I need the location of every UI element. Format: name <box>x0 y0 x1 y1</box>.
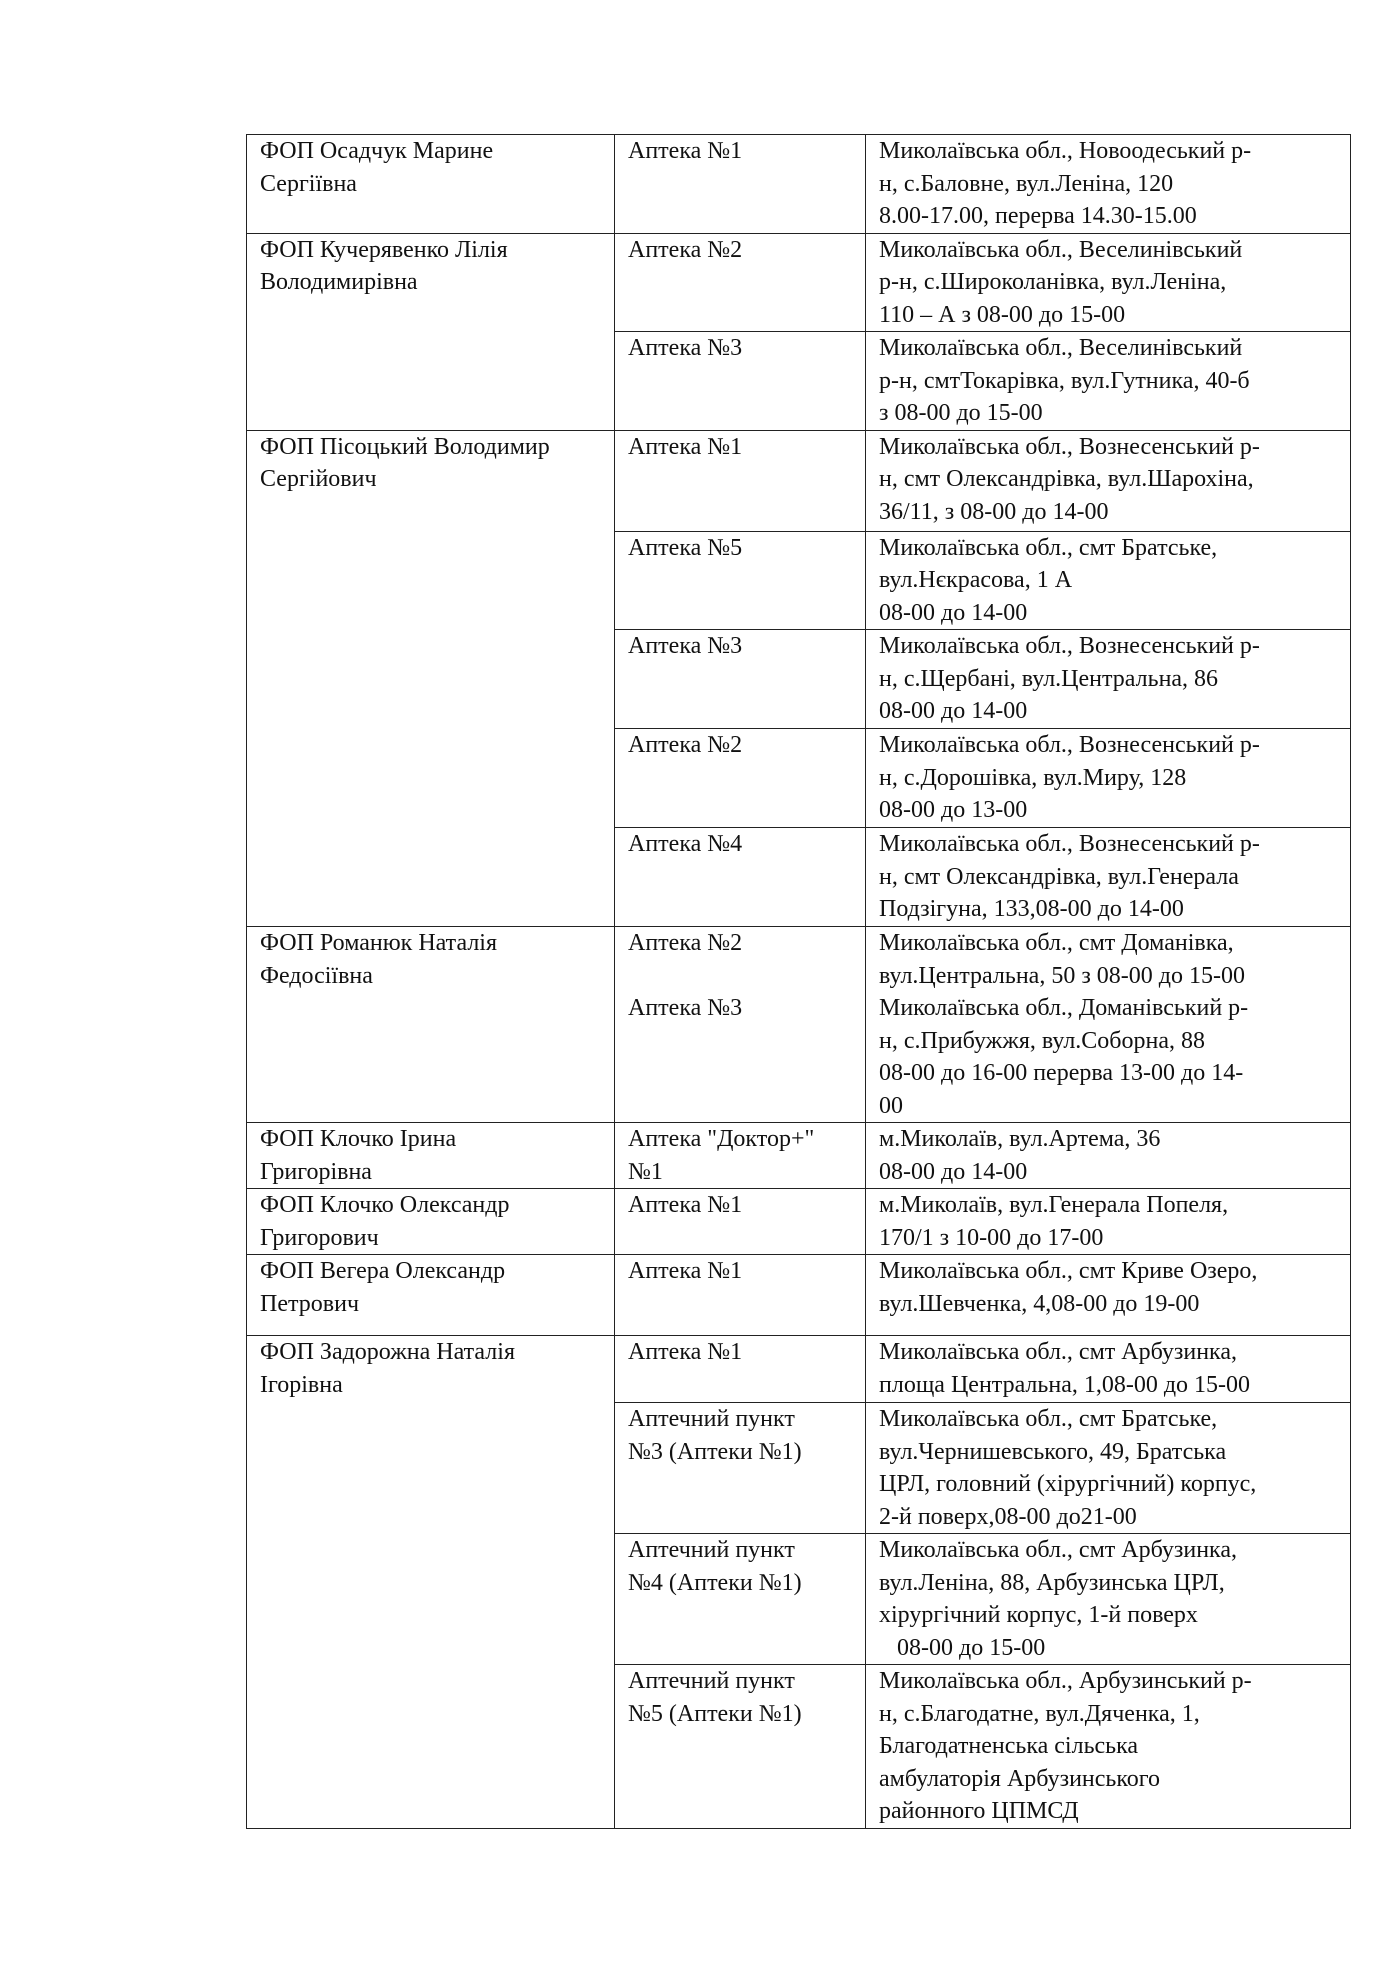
address-line: 08-00 до 13-00 <box>879 797 1028 823</box>
pharmacy-line: Аптека №1 <box>628 1258 743 1284</box>
address-line: 08-00 до 14-00 <box>879 599 1028 626</box>
address-line: Миколаївська обл., Новоодеський р- <box>879 138 1252 164</box>
address-line: Миколаївська обл., смт Братське, <box>879 1406 1218 1432</box>
address-cell <box>866 729 1351 828</box>
address-cell <box>866 828 1351 927</box>
table-row <box>247 430 1351 531</box>
address-line: вул.Нєкрасова, 1 А <box>879 567 1073 593</box>
address-cell <box>866 233 1351 332</box>
pharmacy-line: Аптека №2 <box>628 236 743 263</box>
pharmacy-cell <box>615 1189 866 1255</box>
pharmacy-cell <box>615 233 866 332</box>
address-line: Миколаївська обл., смт Криве Озеро, <box>879 1258 1258 1284</box>
owner-line: Петрович <box>260 1290 360 1317</box>
owner-line: Григорівна <box>260 1158 372 1185</box>
address-line: площа Центральна, 1,08-00 до 15-00 <box>879 1371 1251 1398</box>
pharmacy-cell <box>615 1534 866 1665</box>
address-line: вул.Чернишевського, 49, Братська <box>879 1438 1227 1465</box>
address-line: Благодатненська сільська <box>879 1733 1139 1759</box>
address-cell <box>866 1534 1351 1665</box>
owner-cell <box>247 927 615 1123</box>
pharmacy-line: Аптека "Доктор+" <box>628 1126 815 1152</box>
address-line: Миколаївська обл., смт Арбузинка, <box>879 1537 1238 1563</box>
pharmacy-line: Аптека №3 <box>628 335 743 361</box>
table-row <box>247 135 1351 234</box>
pharmacy-line: №5 (Аптеки №1) <box>628 1700 802 1727</box>
owner-cell <box>247 430 615 927</box>
owner-cell <box>247 233 615 430</box>
address-line: вул.Леніна, 88, Арбузинська ЦРЛ, <box>879 1569 1225 1596</box>
pharmacy-cell <box>615 729 866 828</box>
table-row <box>247 1255 1351 1336</box>
address-line: р-н, смтТокарівка, вул.Гутника, 40-б <box>879 367 1250 394</box>
pharmacy-cell <box>615 135 866 234</box>
address-cell <box>866 1123 1351 1189</box>
owner-line: ФОП Кучерявенко Лілія <box>260 236 508 263</box>
pharmacy-cell <box>615 332 866 431</box>
owner-line: Федосіївна <box>260 962 373 989</box>
address-line: н, с.Дорошівка, вул.Миру, 128 <box>879 764 1187 791</box>
address-cell <box>866 135 1351 234</box>
address-line: амбулаторія Арбузинського <box>879 1765 1161 1792</box>
address-line: н, с.Баловне, вул.Леніна, 120 <box>879 170 1174 197</box>
owner-line: ФОП Романюк Наталія <box>260 930 498 956</box>
address-cell <box>866 630 1351 729</box>
pharmacy-line: Аптека №5 <box>628 534 743 561</box>
owner-cell <box>247 1189 615 1255</box>
address-line: н, с.Щербані, вул.Центральна, 86 <box>879 665 1219 692</box>
address-line: районного ЦПМСД <box>879 1798 1079 1824</box>
pharmacy-line: Аптечний пункт <box>628 1406 795 1432</box>
address-cell <box>866 1255 1351 1336</box>
owner-cell <box>247 1336 615 1829</box>
address-line: 08-00 до 14-00 <box>879 1158 1028 1185</box>
address-line: з 08-00 до 15-00 <box>879 400 1043 426</box>
address-line: м.Миколаїв, вул.Генерала Попеля, <box>879 1192 1229 1218</box>
pharmacy-table <box>246 134 1351 1829</box>
address-line: хірургічний корпус, 1-й поверх <box>879 1602 1198 1628</box>
pharmacy-line: Аптека №1 <box>628 433 743 460</box>
pharmacy-cell <box>615 1123 866 1189</box>
address-line: 170/1 з 10-00 до 17-00 <box>879 1224 1104 1251</box>
pharmacy-cell <box>615 430 866 531</box>
owner-line: ФОП Осадчук Марине <box>260 138 494 164</box>
owner-line: Ігорівна <box>260 1371 343 1398</box>
address-line: н, с.Прибужжя, вул.Соборна, 88 <box>879 1027 1206 1054</box>
owner-line: ФОП Клочко Ірина <box>260 1126 457 1152</box>
address-line: Миколаївська обл., смт Братське, <box>879 534 1218 561</box>
address-cell <box>866 1336 1351 1403</box>
address-line: Миколаївська обл., Доманівський р- <box>879 995 1249 1021</box>
address-line: Миколаївська обл., Вознесенський р- <box>879 633 1260 659</box>
address-line: вул.Шевченка, 4,08-00 до 19-00 <box>879 1290 1200 1317</box>
address-line: Миколаївська обл., Арбузинський р- <box>879 1668 1252 1694</box>
table-row <box>247 1189 1351 1255</box>
table-row <box>247 927 1351 1123</box>
pharmacy-line: Аптека №1 <box>628 138 743 164</box>
pharmacy-line: №3 (Аптеки №1) <box>628 1438 802 1465</box>
owner-line: Сергіївна <box>260 170 357 197</box>
address-cell <box>866 430 1351 531</box>
owner-line: ФОП Задорожна Наталія <box>260 1339 515 1365</box>
address-cell <box>866 1189 1351 1255</box>
address-line: р-н, с.Широколанівка, вул.Леніна, <box>879 269 1227 295</box>
pharmacy-cell <box>615 630 866 729</box>
owner-cell <box>247 1255 615 1336</box>
table-row <box>247 1123 1351 1189</box>
pharmacy-line: Аптека №3 <box>628 633 743 659</box>
address-line: Миколаївська обл., смт Доманівка, <box>879 930 1234 956</box>
address-line: н, смт Олександрівка, вул.Шарохіна, <box>879 466 1254 492</box>
pharmacy-cell <box>615 531 866 630</box>
owner-cell <box>247 135 615 234</box>
address-line: ЦРЛ, головний (хірургічний) корпус, <box>879 1471 1257 1497</box>
address-cell <box>866 332 1351 431</box>
address-line: 08-00 до 15-00 <box>879 1634 1046 1661</box>
address-cell <box>866 531 1351 630</box>
pharmacy-cell <box>615 1403 866 1534</box>
address-line: 8.00-17.00, перерва 14.30-15.00 <box>879 203 1197 229</box>
table-row <box>247 233 1351 332</box>
pharmacy-cell <box>615 1665 866 1829</box>
address-line: Миколаївська обл., Веселинівський <box>879 335 1243 361</box>
address-line: Миколаївська обл., смт Арбузинка, <box>879 1339 1238 1365</box>
pharmacy-line: Аптека №2 <box>628 930 743 956</box>
pharmacy-line: Аптека №4 <box>628 831 743 857</box>
pharmacy-cell <box>615 927 866 1123</box>
pharmacy-line: Аптека №2 <box>628 732 743 758</box>
address-line: 110 – А з 08-00 до 15-00 <box>879 301 1126 328</box>
pharmacy-line: Аптека №3 <box>628 995 743 1021</box>
table-row <box>247 1336 1351 1403</box>
owner-line: Григорович <box>260 1224 379 1251</box>
owner-line: ФОП Пісоцький Володимир <box>260 433 550 460</box>
address-line: н, с.Благодатне, вул.Дяченка, 1, <box>879 1700 1200 1727</box>
address-line: 08-00 до 14-00 <box>879 698 1028 724</box>
pharmacy-cell <box>615 1336 866 1403</box>
address-cell <box>866 1665 1351 1829</box>
pharmacy-cell <box>615 1255 866 1336</box>
owner-line: ФОП Вегера Олександр <box>260 1258 506 1284</box>
owner-cell <box>247 1123 615 1189</box>
address-line: 08-00 до 16-00 перерва 13-00 до 14- <box>879 1060 1244 1086</box>
pharmacy-line: №1 <box>628 1158 663 1185</box>
pharmacy-line: Аптека №1 <box>628 1192 743 1218</box>
pharmacy-line: №4 (Аптеки №1) <box>628 1569 802 1596</box>
address-cell <box>866 1403 1351 1534</box>
pharmacy-line: Аптечний пункт <box>628 1537 795 1563</box>
address-line: вул.Центральна, 50 з 08-00 до 15-00 <box>879 962 1245 989</box>
address-cell <box>866 927 1351 1123</box>
owner-line: Сергійович <box>260 466 377 492</box>
address-line: м.Миколаїв, вул.Артема, 36 <box>879 1126 1161 1152</box>
pharmacy-line: Аптечний пункт <box>628 1668 795 1694</box>
pharmacy-cell <box>615 828 866 927</box>
address-line: Подзігуна, 133,08-00 до 14-00 <box>879 896 1184 922</box>
address-line: 36/11, з 08-00 до 14-00 <box>879 498 1109 525</box>
pharmacy-line: Аптека №1 <box>628 1339 743 1365</box>
address-line: 00 <box>879 1092 903 1119</box>
address-line: 2-й поверх,08-00 до21-00 <box>879 1503 1137 1530</box>
address-line: Миколаївська обл., Вознесенський р- <box>879 433 1260 460</box>
address-line: Миколаївська обл., Вознесенський р- <box>879 732 1260 758</box>
address-line: Миколаївська обл., Веселинівський <box>879 236 1243 263</box>
owner-line: ФОП Клочко Олександр <box>260 1192 510 1218</box>
address-line: Миколаївська обл., Вознесенський р- <box>879 831 1260 857</box>
address-line: н, смт Олександрівка, вул.Генерала <box>879 863 1239 890</box>
owner-line: Володимирівна <box>260 269 418 295</box>
